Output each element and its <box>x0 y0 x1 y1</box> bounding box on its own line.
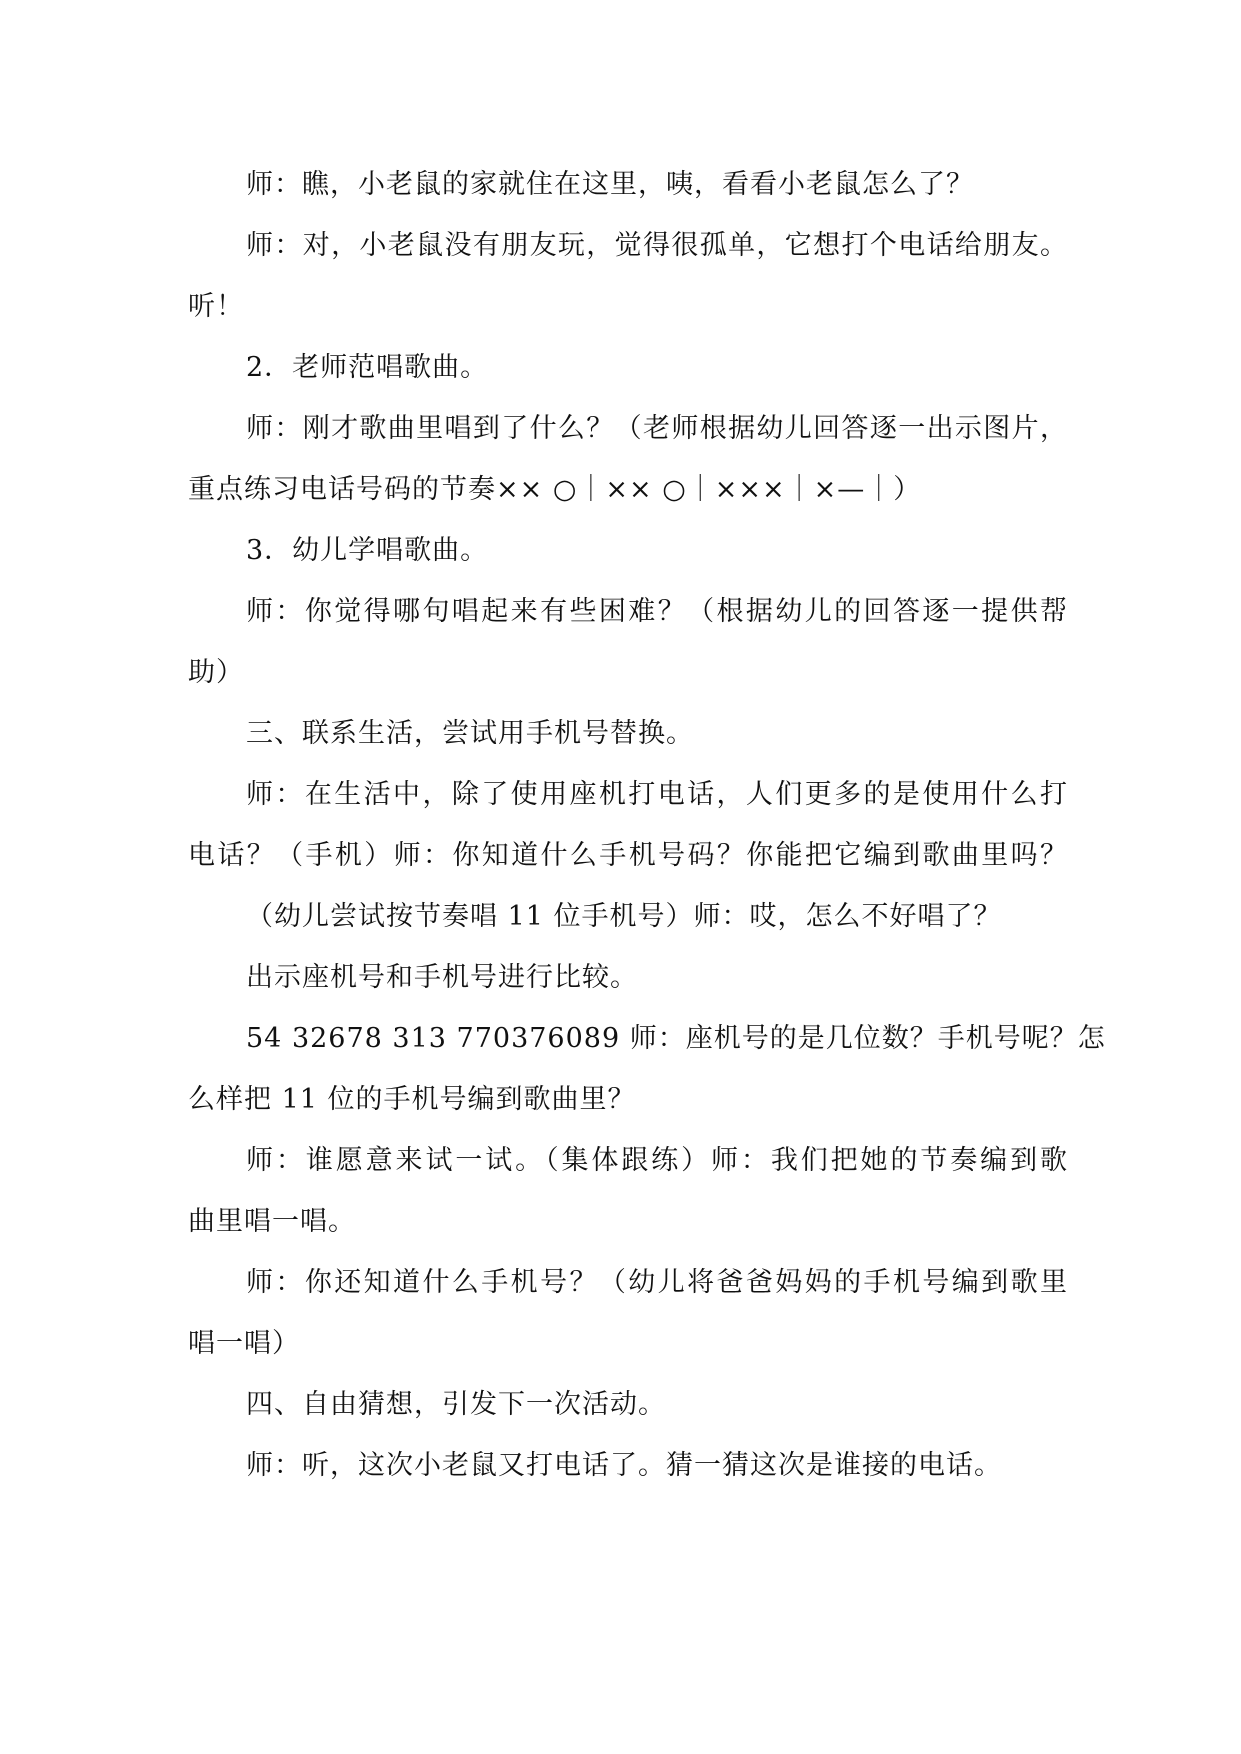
paragraph-line: 师：在生活中，除了使用座机打电话，人们更多的是使用什么打 <box>246 779 1068 810</box>
paragraph-line: （幼儿尝试按节奏唱 11 位手机号）师：哎，怎么不好唱了？ <box>246 901 1002 932</box>
paragraph-line: 听！ <box>188 291 244 322</box>
paragraph-line: 师：你觉得哪句唱起来有些困难？（根据幼儿的回答逐一提供帮 <box>246 596 1068 627</box>
paragraph-line: 师：听，这次小老鼠又打电话了。猜一猜这次是谁接的电话。 <box>246 1450 1002 1481</box>
paragraph-line: 2．老师范唱歌曲。 <box>246 352 489 383</box>
paragraph-line: 三、联系生活，尝试用手机号替换。 <box>246 718 694 749</box>
paragraph-line: 电话？（手机）师：你知道什么手机号码？你能把它编到歌曲里吗？ <box>188 840 1068 871</box>
paragraph-line: 54 32678 313 770376089 师：座机号的是几位数？手机号呢？怎 <box>246 1023 1106 1054</box>
paragraph-line: 师：对，小老鼠没有朋友玩，觉得很孤单，它想打个电话给朋友。 <box>246 230 1068 261</box>
paragraph-line: 师：谁愿意来试一试。（集体跟练）师：我们把她的节奏编到歌 <box>246 1145 1068 1176</box>
paragraph-line: 师：瞧，小老鼠的家就住在这里，咦，看看小老鼠怎么了？ <box>246 169 974 200</box>
paragraph-line: 师：你还知道什么手机号？（幼儿将爸爸妈妈的手机号编到歌里 <box>246 1267 1068 1298</box>
paragraph-line: 唱一唱） <box>188 1328 300 1359</box>
paragraph-line: 四、自由猜想，引发下一次活动。 <box>246 1389 666 1420</box>
paragraph-line: 曲里唱一唱。 <box>188 1206 356 1237</box>
paragraph-line: 出示座机号和手机号进行比较。 <box>246 962 638 993</box>
paragraph-line: 3．幼儿学唱歌曲。 <box>246 535 489 566</box>
paragraph-line: 师：刚才歌曲里唱到了什么？（老师根据幼儿回答逐一出示图片， <box>246 413 1068 444</box>
paragraph-line: 么样把 11 位的手机号编到歌曲里？ <box>188 1084 636 1115</box>
paragraph-line: 重点练习电话号码的节奏×× ○｜×× ○｜×××｜×—｜） <box>188 474 922 505</box>
paragraph-line: 助） <box>188 657 244 688</box>
